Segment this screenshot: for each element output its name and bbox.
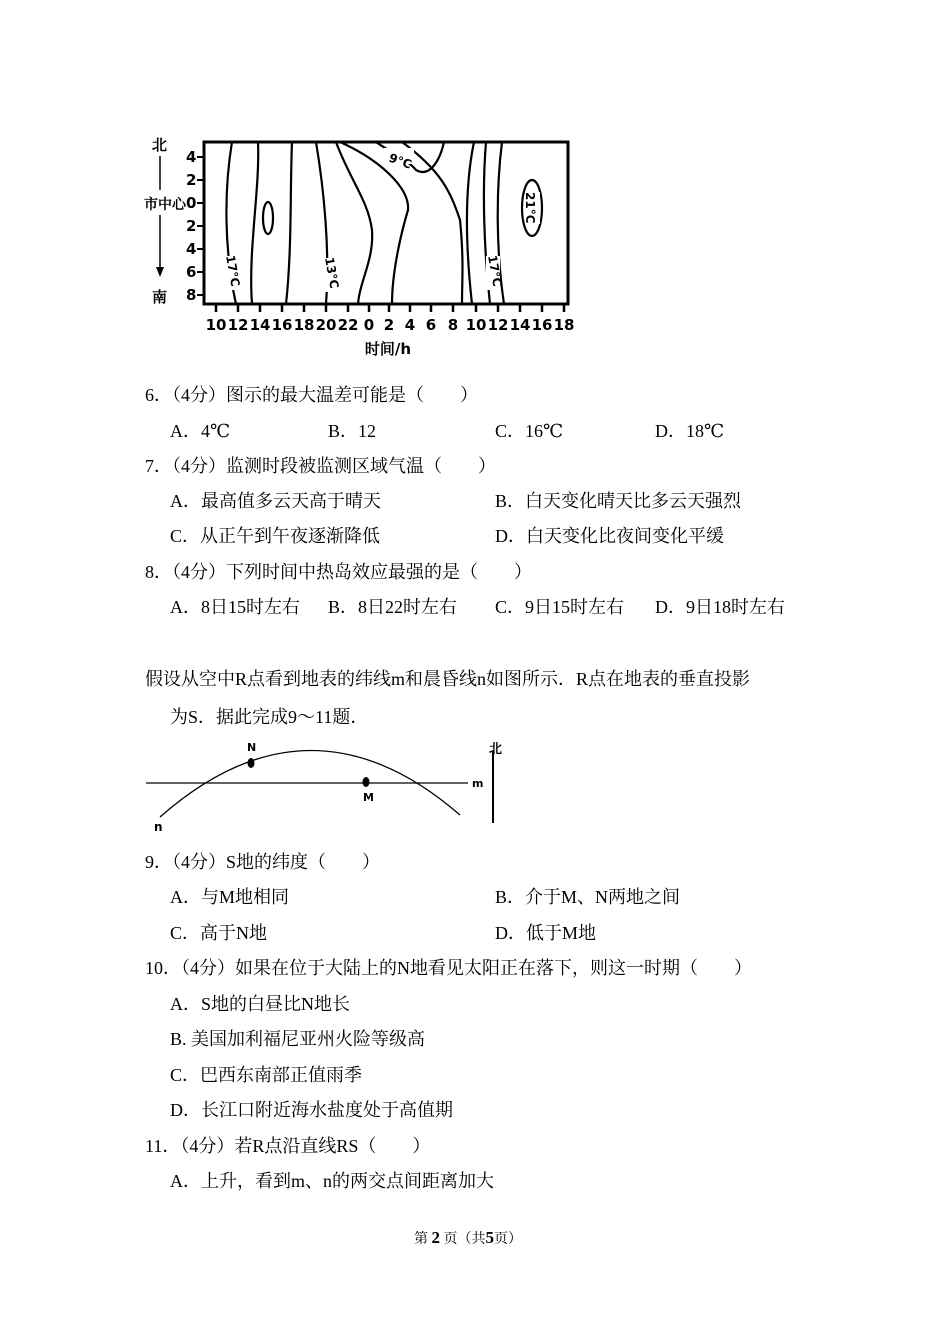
q8-stem: 8．（4分）下列时间中热岛效应最强的是（ ） <box>145 562 532 582</box>
isotherm-figure <box>140 130 590 360</box>
x-tick: 6 <box>425 316 437 334</box>
x-tick: 10 <box>465 316 487 334</box>
y-tick: 4 <box>186 240 197 258</box>
q7-stem: 7．（4分）监测时段被监测区域气温（ ） <box>145 456 496 476</box>
y-tick: 2 <box>186 171 197 189</box>
q10-option-d[interactable]: D．长江口附近海水盐度处于高值期 <box>170 1100 453 1120</box>
page-footer <box>414 1229 522 1249</box>
q10-option-a[interactable]: A．S地的白昼比N地长 <box>170 994 351 1014</box>
q6-option-a[interactable]: A．4℃ <box>170 421 231 441</box>
x-tick: 20 <box>315 316 337 334</box>
x-tick: 8 <box>447 316 459 334</box>
q7-option-d[interactable]: D．白天变化比夜间变化平缓 <box>495 526 724 546</box>
city-center-label: 市中心 <box>144 197 186 213</box>
q6-stem: 6．（4分）图示的最大温差可能是（ ） <box>145 385 478 405</box>
q11-option-a[interactable]: A．上升，看到m、n的两交点间距离加大 <box>170 1171 494 1191</box>
north-indicator: 北 <box>489 742 503 757</box>
point-n <box>248 758 255 768</box>
label-n-point: N <box>247 741 257 754</box>
q9-option-b[interactable]: B．介于M、N两地之间 <box>495 887 681 907</box>
y-tick: 8 <box>186 286 197 304</box>
label-m-line: m <box>472 777 484 790</box>
x-tick: 18 <box>553 316 575 334</box>
q6-option-b[interactable]: B．12 <box>328 421 377 441</box>
q8-option-b[interactable]: B．8日22时左右 <box>328 597 458 617</box>
x-axis-title: 时间/h <box>364 340 412 358</box>
x-tick: 14 <box>249 316 271 334</box>
south-label: 南 <box>152 288 168 306</box>
x-tick: 12 <box>227 316 249 334</box>
isotherm-label: 17°C <box>223 254 243 288</box>
footer-prefix: 第 <box>414 1232 428 1247</box>
isotherm-label: 9°C <box>386 150 414 172</box>
terminator-arc-n <box>160 750 460 817</box>
q10-option-c[interactable]: C．巴西东南部正值雨季 <box>170 1065 363 1085</box>
x-tick: 12 <box>487 316 509 334</box>
isotherm-label: 17°C <box>485 254 505 288</box>
isotherm-label: 13°C <box>322 256 342 290</box>
footer-mid: 页（共 <box>443 1232 486 1247</box>
footer-page-number: 2 <box>431 1228 440 1247</box>
q9-option-a[interactable]: A．与M地相同 <box>170 887 290 907</box>
q8-option-a[interactable]: A．8日15时左右 <box>170 597 300 617</box>
x-tick: 14 <box>509 316 531 334</box>
q10-stem: 10．（4分）如果在位于大陆上的N地看见太阳正在落下，则这一时期（ ） <box>145 958 752 978</box>
q10-option-b[interactable]: B. 美国加利福尼亚州火险等级高 <box>170 1029 426 1049</box>
q7-option-b[interactable]: B．白天变化晴天比多云天强烈 <box>495 491 742 511</box>
passage-line-1: 假设从空中R点看到地表的纬线m和晨昏线n如图所示．R点在地表的垂直投影 <box>145 669 751 689</box>
label-n-line: n <box>154 820 163 834</box>
q9-option-c[interactable]: C．高于N地 <box>170 923 268 943</box>
q9-option-d[interactable]: D．低于M地 <box>495 923 597 943</box>
q11-stem: 11．（4分）若R点沿直线RS（ ） <box>145 1136 431 1156</box>
q9-stem: 9．（4分）S地的纬度（ ） <box>145 852 381 872</box>
y-tick: 4 <box>186 148 197 166</box>
footer-suffix: 页） <box>494 1232 522 1247</box>
y-tick: 2 <box>186 217 197 235</box>
x-tick: 22 <box>337 316 359 334</box>
q6-option-d[interactable]: D．18℃ <box>655 421 725 441</box>
x-tick: 2 <box>383 316 395 334</box>
footer-total-pages: 5 <box>485 1228 494 1247</box>
q7-option-c[interactable]: C．从正午到午夜逐渐降低 <box>170 526 381 546</box>
x-tick: 16 <box>271 316 293 334</box>
passage-line-2: 为S．据此完成9～11题． <box>170 707 369 727</box>
y-tick-labels <box>186 148 196 304</box>
q7-option-a[interactable]: A．最高值多云天高于晴天 <box>170 491 381 511</box>
x-tick-labels <box>206 316 575 334</box>
point-m <box>363 777 370 787</box>
x-tick: 18 <box>293 316 315 334</box>
q8-option-d[interactable]: D．9日18时左右 <box>655 597 785 617</box>
x-tick: 0 <box>363 316 375 334</box>
north-label: 北 <box>152 136 168 154</box>
x-tick: 16 <box>531 316 553 334</box>
terminator-figure <box>140 735 520 835</box>
q6-option-c[interactable]: C．16℃ <box>495 421 564 441</box>
x-tick: 10 <box>205 316 227 334</box>
label-m-point: M <box>363 791 374 804</box>
q8-option-c[interactable]: C．9日15时左右 <box>495 597 625 617</box>
y-tick: 6 <box>186 263 197 281</box>
x-tick: 4 <box>404 316 416 334</box>
isotherm-label: 21°C <box>523 192 537 224</box>
y-tick: 0 <box>186 194 197 212</box>
